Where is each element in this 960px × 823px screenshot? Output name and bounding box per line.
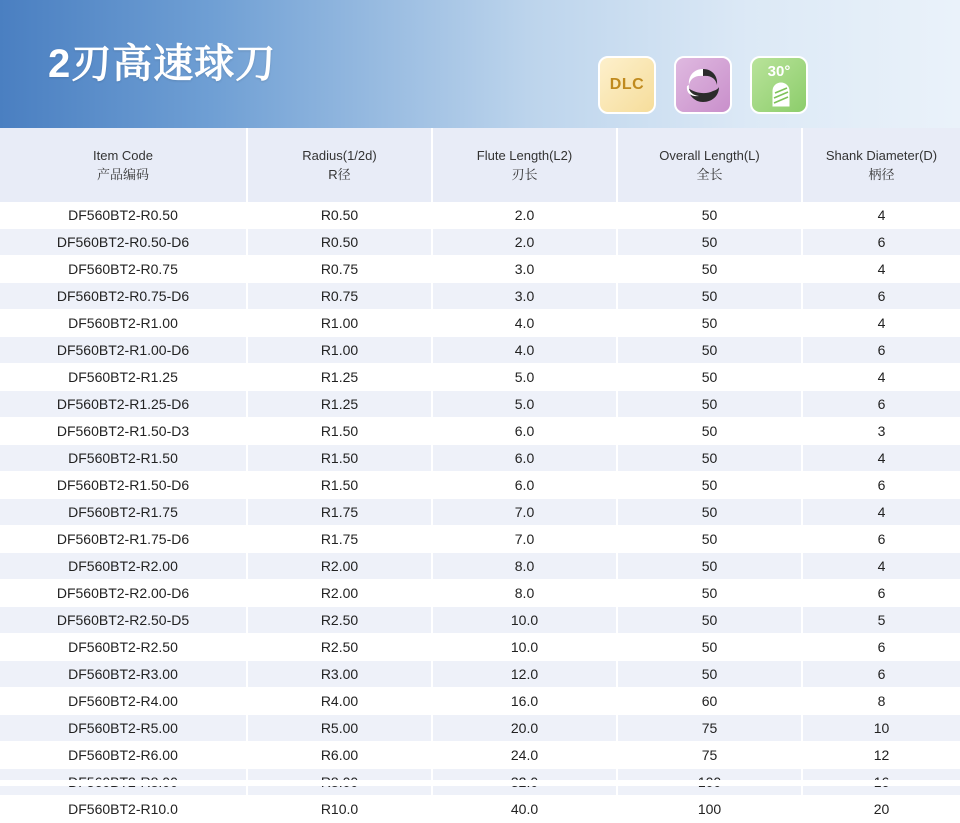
table-header-row — [0, 128, 960, 202]
cell-value: 100 — [617, 796, 802, 823]
cell-value: 10 — [802, 715, 960, 742]
cell-value: 3 — [802, 418, 960, 445]
cell-value: 5.0 — [432, 391, 617, 418]
cell-value: 6 — [802, 391, 960, 418]
cell-value: 75 — [617, 715, 802, 742]
cell-value: 4.0 — [432, 310, 617, 337]
cell-value: 50 — [617, 499, 802, 526]
cell-item-code: DF560BT2-R0.75 — [0, 256, 247, 283]
cell-value: 2.0 — [432, 202, 617, 229]
cell-value: 6 — [802, 634, 960, 661]
cell-item-code: DF560BT2-R0.75-D6 — [0, 283, 247, 310]
table-row — [0, 607, 960, 634]
cell-value: 12 — [802, 742, 960, 769]
table-row — [0, 580, 960, 607]
cell-value: 50 — [617, 580, 802, 607]
table-row — [0, 634, 960, 661]
cell-value: 50 — [617, 607, 802, 634]
cell-item-code: DF560BT2-R2.50-D5 — [0, 607, 247, 634]
table-row — [0, 526, 960, 553]
cell-value: 4 — [802, 310, 960, 337]
cell-value: 50 — [617, 202, 802, 229]
table-row — [0, 553, 960, 580]
cell-value: 50 — [617, 283, 802, 310]
column-header-en: Radius(1/2d) — [302, 147, 377, 163]
cell-value: R1.00 — [247, 337, 432, 364]
cell-value: 12.0 — [432, 661, 617, 688]
cell-value: 6 — [802, 580, 960, 607]
cell-value: 2.0 — [432, 229, 617, 256]
cell-value: R4.00 — [247, 688, 432, 715]
cell-value: R1.50 — [247, 418, 432, 445]
cell-value: 4.0 — [432, 337, 617, 364]
cell-value: 6 — [802, 526, 960, 553]
column-header-item-code — [0, 128, 247, 202]
cell-value: R1.50 — [247, 445, 432, 472]
cell-value: R5.00 — [247, 715, 432, 742]
cell-value: 50 — [617, 661, 802, 688]
cell-value: R2.00 — [247, 553, 432, 580]
table-row — [0, 391, 960, 418]
table-row — [0, 661, 960, 688]
cell-value: R1.50 — [247, 472, 432, 499]
cell-value: 5 — [802, 607, 960, 634]
page-header — [0, 0, 960, 128]
cell-value: 4 — [802, 445, 960, 472]
cell-value: R0.50 — [247, 229, 432, 256]
column-header-zh: 全长 — [696, 167, 723, 182]
cell-value: 24.0 — [432, 742, 617, 769]
cell-item-code: DF560BT2-R1.25-D6 — [0, 391, 247, 418]
cell-value: 50 — [617, 310, 802, 337]
table-row — [0, 445, 960, 472]
helix-angle-label: 30° — [767, 63, 791, 80]
column-header-overall-length — [617, 128, 802, 202]
cell-value: 4 — [802, 202, 960, 229]
table-row — [0, 310, 960, 337]
cell-item-code: DF560BT2-R1.25 — [0, 364, 247, 391]
cell-item-code: DF560BT2-R3.00 — [0, 661, 247, 688]
cell-value: 8 — [802, 688, 960, 715]
cell-item-code: DF560BT2-R1.50-D3 — [0, 418, 247, 445]
cell-value: 6 — [802, 661, 960, 688]
cell-item-code: DF560BT2-R5.00 — [0, 715, 247, 742]
cell-value: 3.0 — [432, 283, 617, 310]
cell-value: 7.0 — [432, 526, 617, 553]
cell-value: R0.50 — [247, 202, 432, 229]
cell-value: R0.75 — [247, 256, 432, 283]
column-header-flute-length — [432, 128, 617, 202]
cell-value: 10.0 — [432, 634, 617, 661]
cell-value: R2.50 — [247, 634, 432, 661]
cell-value: 50 — [617, 445, 802, 472]
cell-value: 50 — [617, 418, 802, 445]
table-row — [0, 256, 960, 283]
cell-value: 6.0 — [432, 472, 617, 499]
cell-value: 40.0 — [432, 796, 617, 823]
cell-value: R1.75 — [247, 499, 432, 526]
cell-value: 6.0 — [432, 445, 617, 472]
cell-value: 60 — [617, 688, 802, 715]
table-row — [0, 472, 960, 499]
cell-item-code: DF560BT2-R1.50 — [0, 445, 247, 472]
table-row — [0, 688, 960, 715]
cell-value: 5.0 — [432, 364, 617, 391]
cell-value: 4 — [802, 364, 960, 391]
cell-value: 20.0 — [432, 715, 617, 742]
cell-value: 50 — [617, 391, 802, 418]
cell-value: R3.00 — [247, 661, 432, 688]
cell-item-code: DF560BT2-R4.00 — [0, 688, 247, 715]
table-row — [0, 229, 960, 256]
column-header-radius — [247, 128, 432, 202]
cell-value: 50 — [617, 634, 802, 661]
table-row — [0, 499, 960, 526]
cell-value: 75 — [617, 742, 802, 769]
column-header-en: Flute Length(L2) — [476, 147, 573, 163]
cell-item-code: DF560BT2-R1.00 — [0, 310, 247, 337]
cell-value: 6.0 — [432, 418, 617, 445]
table-row — [0, 715, 960, 742]
table-row — [0, 796, 960, 823]
ball-nose-icon — [683, 65, 723, 105]
cell-value: 6 — [802, 337, 960, 364]
cell-value: R10.0 — [247, 796, 432, 823]
cell-item-code: DF560BT2-R0.50-D6 — [0, 229, 247, 256]
dlc-badge-label: DLC — [609, 76, 645, 93]
cell-value: 50 — [617, 256, 802, 283]
cell-value: R2.00 — [247, 580, 432, 607]
table-row — [0, 364, 960, 391]
cell-value: R6.00 — [247, 742, 432, 769]
cell-value: 20 — [802, 796, 960, 823]
table-body — [0, 202, 960, 823]
cell-value: 6 — [802, 229, 960, 256]
cell-value: 6 — [802, 283, 960, 310]
cell-value: 8.0 — [432, 580, 617, 607]
table-row — [0, 337, 960, 364]
cell-value: R0.75 — [247, 283, 432, 310]
table-row — [0, 283, 960, 310]
footer-strip — [0, 780, 960, 786]
column-header-shank-diameter — [802, 128, 960, 202]
cell-value: R1.00 — [247, 310, 432, 337]
cell-value: 4 — [802, 553, 960, 580]
cell-value: R2.50 — [247, 607, 432, 634]
cell-value: 3.0 — [432, 256, 617, 283]
cell-value: 50 — [617, 364, 802, 391]
ball-nose-badge — [674, 56, 732, 114]
cell-value: 50 — [617, 229, 802, 256]
cell-item-code: DF560BT2-R2.50 — [0, 634, 247, 661]
page-title: 2刃高速球刀 — [48, 42, 277, 86]
cell-value: 50 — [617, 553, 802, 580]
cell-value: 50 — [617, 526, 802, 553]
column-header-en: Overall Length(L) — [659, 147, 760, 163]
cell-item-code: DF560BT2-R1.00-D6 — [0, 337, 247, 364]
table-row — [0, 742, 960, 769]
cell-item-code: DF560BT2-R1.75 — [0, 499, 247, 526]
end-mill-icon — [768, 82, 794, 108]
cell-value: 10.0 — [432, 607, 617, 634]
column-header-zh: 刃长 — [511, 167, 538, 182]
cell-item-code: DF560BT2-R10.0 — [0, 796, 247, 823]
cell-item-code: DF560BT2-R0.50 — [0, 202, 247, 229]
specification-table — [0, 128, 960, 823]
cell-item-code: DF560BT2-R2.00-D6 — [0, 580, 247, 607]
column-header-en: Shank Diameter(D) — [825, 147, 938, 163]
cell-value: 6 — [802, 472, 960, 499]
dlc-badge — [598, 56, 656, 114]
cell-item-code: DF560BT2-R2.00 — [0, 553, 247, 580]
column-header-en: Item Code — [93, 147, 153, 163]
cell-value: R1.75 — [247, 526, 432, 553]
cell-value: 16.0 — [432, 688, 617, 715]
cell-item-code: DF560BT2-R6.00 — [0, 742, 247, 769]
cell-item-code: DF560BT2-R1.50-D6 — [0, 472, 247, 499]
cell-value: 4 — [802, 256, 960, 283]
table-row — [0, 418, 960, 445]
cell-value: 4 — [802, 499, 960, 526]
column-header-zh: 产品编码 — [96, 167, 149, 182]
column-header-zh: R径 — [328, 167, 351, 182]
cell-value: 8.0 — [432, 553, 617, 580]
column-header-zh: 柄径 — [868, 167, 895, 182]
cell-value: 50 — [617, 472, 802, 499]
feature-badges — [598, 56, 808, 114]
cell-value: R1.25 — [247, 391, 432, 418]
cell-value: R1.25 — [247, 364, 432, 391]
cell-item-code: DF560BT2-R1.75-D6 — [0, 526, 247, 553]
cell-value: 7.0 — [432, 499, 617, 526]
table-row — [0, 202, 960, 229]
helix-angle-badge — [750, 56, 808, 114]
cell-value: 50 — [617, 337, 802, 364]
